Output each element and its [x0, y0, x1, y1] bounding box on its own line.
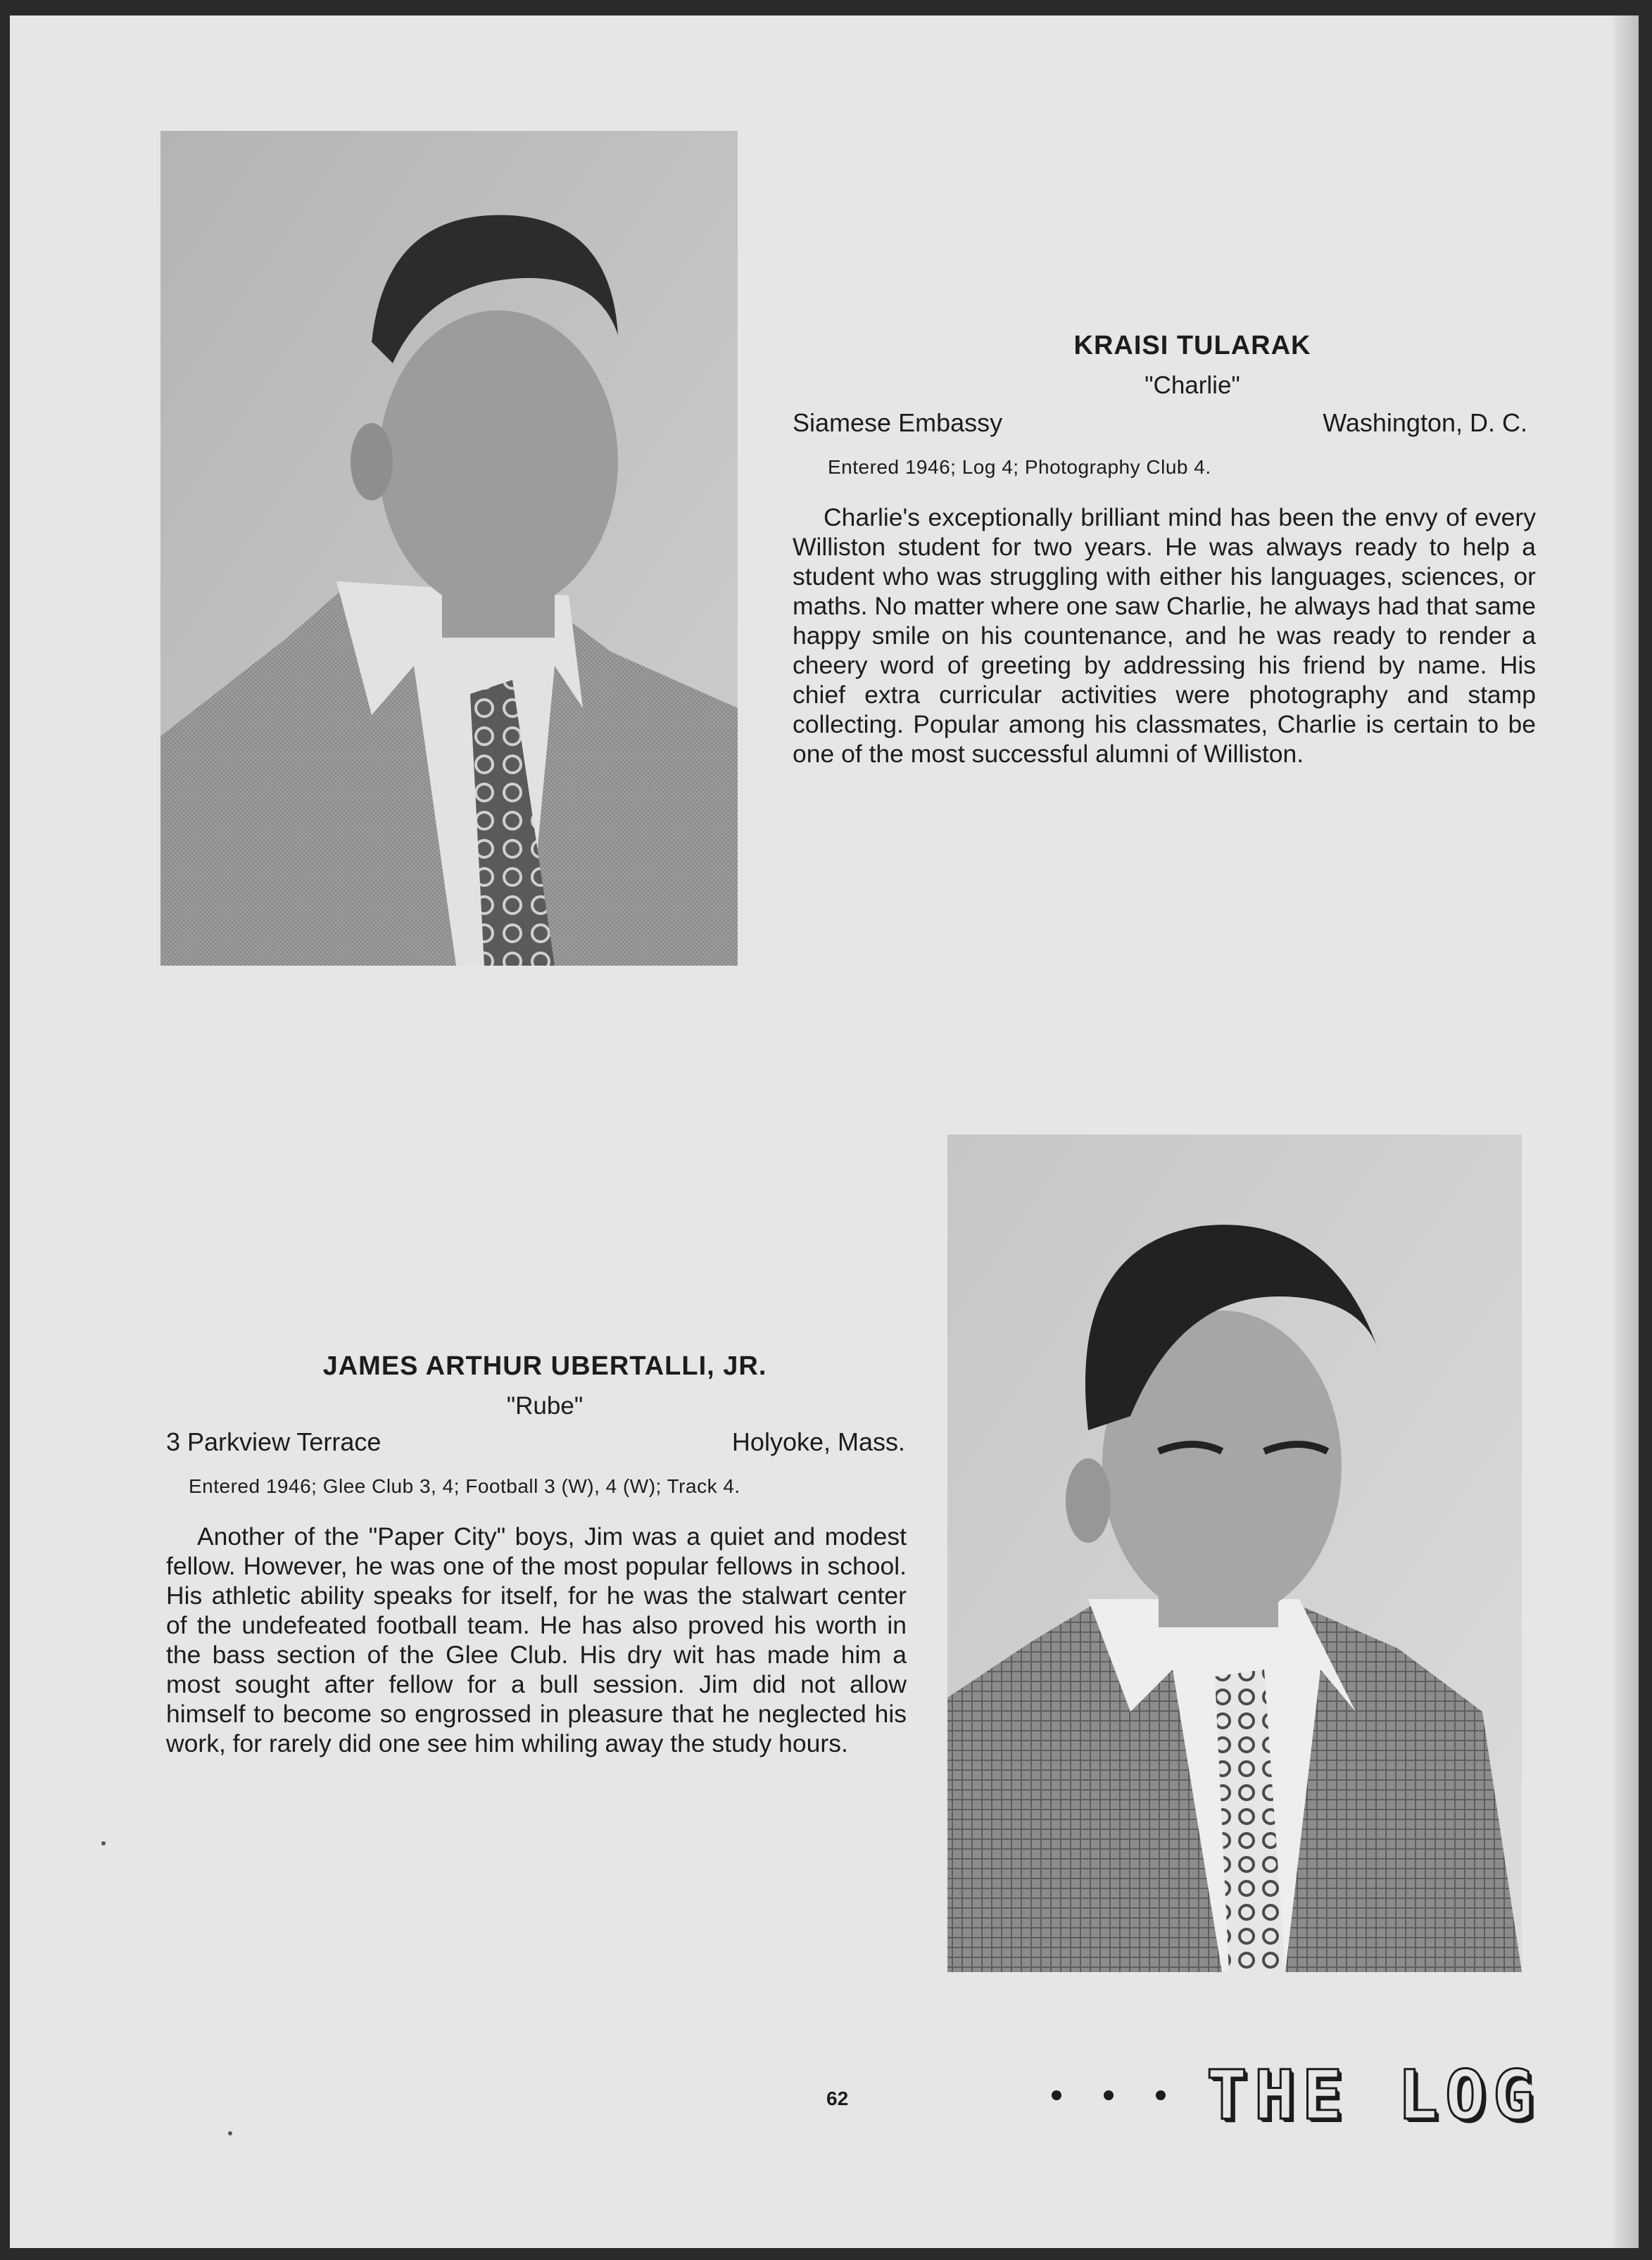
address-left: Siamese Embassy [793, 408, 1003, 437]
page-number: 62 [826, 2088, 849, 2109]
page-spine-shadow [1613, 15, 1639, 2248]
address-right: Holyoke, Mass. [731, 1427, 905, 1456]
portrait-photo-ubertalli [947, 1135, 1522, 1972]
logo-text: THE LOG [1206, 2056, 1541, 2135]
activities-line: Entered 1946; Log 4; Photography Club 4. [828, 456, 1211, 478]
yearbook-page [10, 15, 1639, 2248]
the-log-logo [1052, 2057, 1544, 2134]
paper-speck [101, 1841, 106, 1845]
student-name: KRAISI TULARAK [1073, 331, 1311, 360]
activities-line: Entered 1946; Glee Club 3, 4; Football 3 (W), 4 (W); Track 4. [189, 1475, 740, 1497]
student-nickname: "Rube" [506, 1392, 584, 1420]
address-left: 3 Parkview Terrace [166, 1427, 382, 1456]
portrait-photo-tularak [160, 131, 738, 966]
student-name: JAMES ARTHUR UBERTALLI, JR. [322, 1351, 767, 1381]
student-nickname: "Charlie" [1145, 372, 1240, 399]
bio-paragraph: Another of the "Paper City" boys, Jim was a quiet and modest fellow. However, he was one of the most popular fellows in school. His athletic ability speaks for itself, for he was the stalwart center of the undefeated football team. He has also proved his worth in the bass section of the Glee Club. His dry wit has made him a most sought after fellow for a bull session. Jim did not allow himself to become so engrossed in pleasure that he neglected his work, for rarely did one see him whiling away the study hours. [166, 1522, 907, 1757]
paper-speck [228, 2131, 232, 2135]
bio-paragraph: Charlie's exceptionally brilliant mind has been the envy of every Williston student for two years. He was always ready to help a student who was struggling with either his languages, sciences, or maths. No matter where one saw Charlie, he always had that same happy smile on his countenance, and he was ready to render a cheery word of greeting by addressing his friend by name. His chief extra curricular activities were photography and stamp collecting. Popular among his classmates, Charlie is certain to be one of the most successful alumni of Williston. [793, 503, 1536, 768]
logo-dots [1052, 2090, 1166, 2100]
address-right: Washington, D. C. [1323, 408, 1527, 437]
